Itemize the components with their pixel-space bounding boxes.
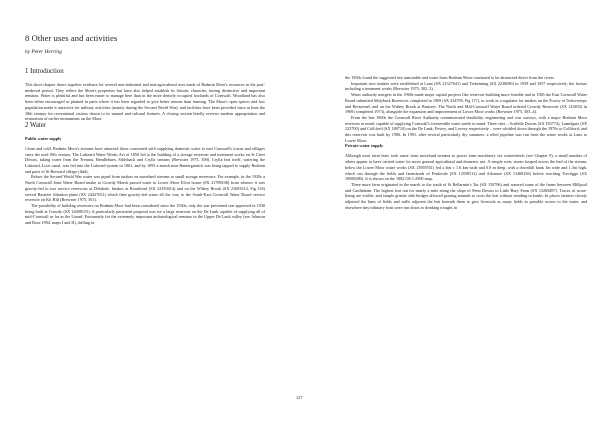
body-paragraph: Before the Second World War water was piped from intakes on moorland streams to small storage reservoirs. For example, in the 1920s a North Cornwall Joint Water Board intake at Crowdy Marsh passed water to Lower Moor Elvot house (SX 21788108) from whence it was gravity-fed to two service reservoirs at Delabole. Intakes at Roadsford (SX 22183414) and on the Withey Brook (SX 21683514, Fig 116) served Bastreet filtration plant (SX 24427651) which then gravity-fed water all the way to the South-East Cornwall Water Board service reservoir on Kit Hill (Brewster 1975, 301). — [25, 174, 265, 203]
subheading-private-water-supply: Private water supply — [345, 143, 384, 149]
section-heading-introduction: 1 Introduction — [25, 68, 64, 75]
body-paragraph: the 1950s found the suggested site unsuitable and water from Bodmin Moor continued to be abstracted direct from the rivers. — [345, 75, 555, 80]
left-column — [25, 68, 265, 226]
body-paragraph: Although most farm leats took water from moorland streams to power farm machinery via waterwheels (see Chapter 9), a small number of others appear to have carried water for more general agricultural and domestic use. A simple weir, stones heaped across the bed of the stream, below the Lower Moor water works (SX 13959551) fed a leat c 1.6 km wide and 0.8 m deep, with a downhill bank 1m wide and 1.3m high, which ran through the fields and farmsteads of Penkestle (SX 13558512) and Ailsmore (SX 11468236) before reaching Trecliggo (SX 10698280). It is shown on the 1882 OS 1:2500 map. — [345, 153, 587, 182]
intro-paragraph: This short chapter draws together evidence for several non-industrial and non-agricultural uses made of Bodmin Moor's resources in the post-medieval period. They reflect the Moor's properties but have also helped establish its historic character, having distinctive and important remains. Water is plentiful and has been easier to manage here than in the more densely occupied lowlands of Cornwall. Woodland has also been either encouraged or planted in parts where it has been regarded to give better returns than farming. The Moor's open spaces and low population made it attractive for military activities (mainly during the Second World War), and facilities have been provided since at least the 18th century for recreational visitors drawn to its natural and cultural features. A closing section briefly reviews modern appropriation and restoration of earlier monuments on the Moor. — [25, 82, 265, 122]
chapter-author: by Peter Herring — [25, 49, 62, 55]
body-paragraph: Clean and cold, Bodmin Moor's streams have attracted those concerned with supplying domestic water to east Cornwall's towns and villages since the mid-19th century. The Liskeard Water Works Act of 1850 led to the building of a storage reservoir and treatment works on St Cleer Downs, taking water from the Trenant, Hendleburn, Siblyback and Crylla streams (Brewster 1975, 300). Crylla leat itself, watering the Liskeard–Looe canal, was fed into the Liskeard system in 1861, and by 1893 a marsh near Hantergantick was being tapped to supply Bodmin and parts of St Breward village (ibid). — [25, 145, 265, 174]
right-column — [345, 75, 587, 210]
body-paragraph: The possibility of building reservoirs on Bodmin Moor had been considered since the 1930s; only the war prevented one approved in 1938 being built at Crowdy (SX 14008155). A particularly persistent proposal was for a large reservoir on the De Lank capable of supplying all of mid-Cornwall as far as the Lizard. Fortunately for the extremely important archaeological remains in the Upper De Lank valley (see Johnson and Rose 1994, maps I and II), drilling in — [25, 202, 265, 226]
chapter-title: 8 Other uses and activities — [25, 33, 118, 43]
body-paragraph: From the late 1960s the Cornwall River Authority commissioned feasibility, engineering and cost surveys, with a major Bodmin Moor reservoir in mind, capable of supplying Cornwall's foreseeable water needs in mind. Three sites – Scribble Downs (SX 183774), Lamelgate (SX 225700) and Colliford (SX 180710) on the De Lank, Fowey, and Lovesy respectively – were whittled down through the 1970s to Colliford, and this reservoir was built by 1986. In 1991, after several particularly dry summers, a relief pipeline was run from the water works at Lanx to Lower Moor. — [345, 114, 587, 143]
body-paragraph: Three more farm originated in the marsh to the south of St Bellarmin's Tor (SX 150706) and watered some of the farms between Millpool and Cardinham. The highest leat ran for nearly a mile along the slope of Penn Downs to Little Bury Farm (SX 13268487). Traces of stone-lining are visible, and simple granite slab bridges allowed grazing animals to cross the leat without treading in banks. In places farmers closely adjoined the lines of fields and walls adjacent the leat beneath them to give livestock as many fields as possible access to the water, and elsewhere tiny tributary leats were run down to drinking troughs in — [345, 181, 587, 210]
page-number: 127 — [296, 395, 303, 400]
subheading-public-water-supply: Public water supply — [25, 135, 62, 141]
section-heading-water: 2 Water — [25, 121, 47, 129]
body-paragraph: Important new intakes were established at Lanx (SX 21327641) and Trekenning (SX 2238690) in 1939 and 1957 respectively, the former including a treatment works (Brewster 1975, 302–3). — [345, 80, 587, 92]
body-paragraph: Water authority mergers in the 1960s made major capital projects like reservoir-building more feasible and in 1965 the East Cornwall Water Board submitted Siblyback Reservoir, completed in 1969 (SX 234709, Fig 117), to work as a regulator for intakes on the Fowey at Trekivesteps and Restormel, and on the Withey Brook at Bastreet. The North and Mid-Cornwall Water Board ordered Crowdy Reservoir (SX 143833) in 1969 (completed 1973), alongside the expansion and improvement of Lower Moor works (Brewster 1975, 303–4). — [345, 92, 587, 115]
